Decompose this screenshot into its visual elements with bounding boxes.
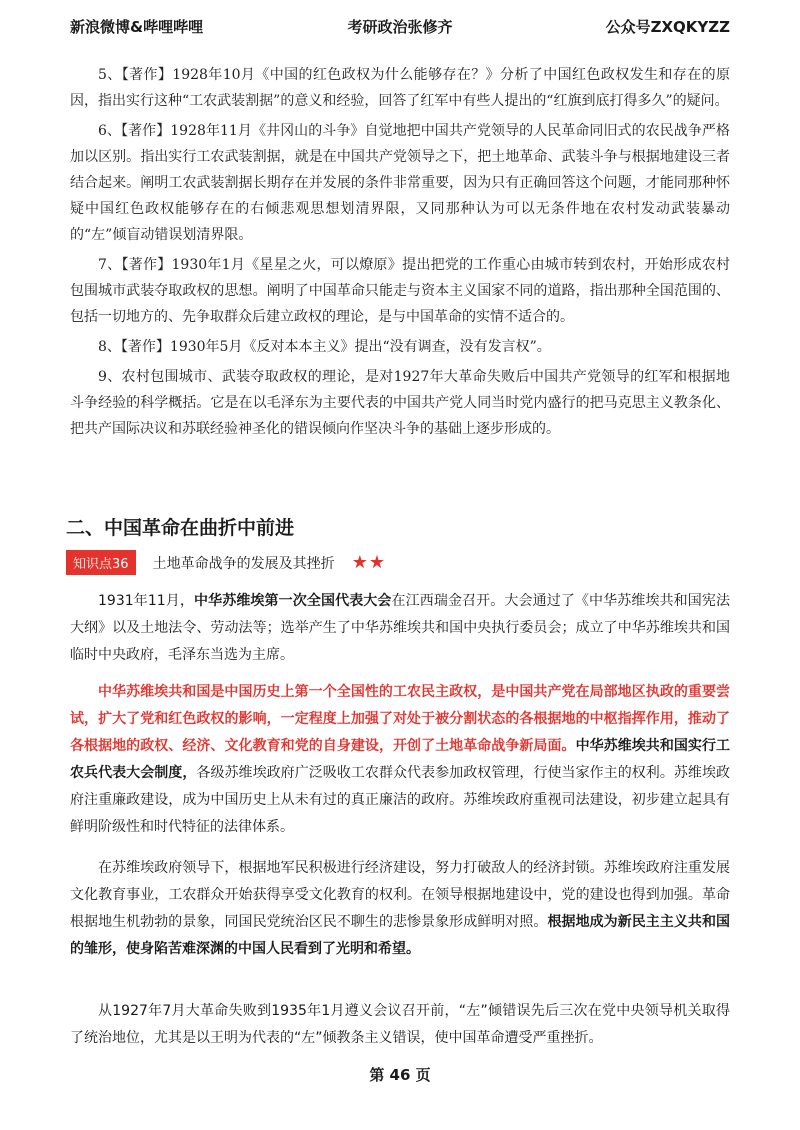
bold-text: 中华苏维埃共和国实行工农兵代表大会制度，: [70, 738, 731, 781]
knowledge-point-title: 土地革命战争的发展及其挫折: [152, 555, 335, 572]
list-item: 7、【著作】1930年1月《星星之火，可以燎原》提出把党的工作重心由城市转到农村，开始形成农村包围城市武装夺取政权的思想。阐明了中国革命只能走与资本主义国家不同的道路，指出那种全国范围的、包括一切地方的、先争取群众后建立政权的理论，是与中国革命的实情不适合的。: [70, 257, 730, 325]
paragraph-soviet-republic: [70, 679, 730, 841]
section-title: 二、中国革命在曲折中前进: [66, 517, 295, 539]
header-left: 新浪微博&哔哩哔哩: [70, 18, 204, 36]
normal-text: 各级苏维埃政府广泛吸收工农群众代表参加政权管理，行使当家作主的权利。苏维埃政府注重廉政建设，成为中国历史上从未有过的真正廉洁的政府。苏维埃政府重视司法建设，初步建立起具有鲜明阶级性和时代特征的法律体系。: [70, 765, 731, 835]
page-header: [70, 16, 730, 40]
text-date: 1931年11月，: [98, 593, 194, 609]
list-item: 8、【著作】1930年5月《反对本本主义》提出“没有调查，没有发言权”。: [98, 339, 551, 355]
bold-text: 根据地成为新民主主义共和国的雏形，使身陷苦难深渊的中国人民看到了光明和希望。: [70, 914, 731, 957]
text-congress-detail: 在江西瑞金召开。大会通过了《中华苏维埃共和国宪法大纲》以及土地法令、劳动法等；选举产生了中华苏维埃共和国中央执行委员会；成立了中华苏维埃共和国临时中央政府，毛泽东当选为主席。: [70, 593, 731, 663]
list-item: 9、农村包围城市、武装夺取政权的理论，是对1927年大革命失败后中国共产党领导的红军和根据地斗争经验的科学概括。它是在以毛泽东为主要代表的中国共产党人同当时党内盛行的把马克思主义教条化、把共产国际决议和苏联经验神圣化的错误倾向作坚决斗争的基础上逐步形成的。: [70, 369, 730, 437]
header-right: 公众号ZXQKYZZ: [605, 18, 730, 36]
list-item: 5、【著作】1928年10月《中国的红色政权为什么能够存在？》分析了中国红色政权发生和存在的原因，指出实行这种“工农武装割据”的意义和经验，回答了红军中有些人提出的“红旗到底打得多久”的疑问。: [70, 67, 730, 109]
highlight-red-text: 中华苏维埃共和国是中国历史上第一个全国性的工农民主政权，是中国共产党在局部地区执政的重要尝试，扩大了党和红色政权的影响，一定程度上加强了对处于被分割状态的各根据地的中枢指挥作用，推动了各根据地的政权、经济、文化教育和党的自身建设，开创了土地革命战争新局面。: [70, 684, 730, 754]
works-list: [70, 62, 730, 446]
knowledge-point-badge: 知识点36: [66, 550, 136, 575]
normal-text: 在苏维埃政府领导下，根据地军民积极进行经济建设，努力打破敌人的经济封锁。苏维埃政府注重发展文化教育事业，工农群众开始获得享受文化教育的权利。在领导根据地建设中，党的建设也得到加强。革命根据地生机勃勃的景象，同国民党统治区民不聊生的悲惨景象形成鲜明对照。: [70, 860, 730, 930]
paragraph-text: 从1927年7月大革命失败到1935年1月遵义会议召开前，“左”倾错误先后三次在党中央领导机关取得了统治地位，尤其是以王明为代表的“左”倾教条主义错误，使中国革命遭受严重挫折。: [70, 1003, 730, 1046]
page-number: 第 46 页: [369, 1066, 431, 1084]
paragraph-left-errors: [70, 998, 730, 1052]
paragraph-1931-congress: [70, 588, 730, 669]
paragraph-government-construction: [70, 855, 730, 963]
list-item: 6、【著作】1928年11月《井冈山的斗争》自觉地把中国共产党领导的人民革命同旧式的农民战争严格加以区别。指出实行工农武装割据，就是在中国共产党领导之下，把土地革命、武装斗争与根据地建设三者结合起来。阐明工农武装割据长期存在并发展的条件非常重要，因为只有正确回答这个问题，才能同那种怀疑中国红色政权能够存在的右倾悲观思想划清界限，又同那种认为可以无条件地在农村发动武装暴动的“左”倾盲动错误划清界限。: [70, 123, 730, 243]
header-center: 考研政治张修齐: [347, 18, 453, 36]
knowledge-point-row: [66, 550, 386, 576]
text-congress-name: 中华苏维埃第一次全国代表大会: [194, 593, 392, 609]
importance-stars-icon: ★★: [351, 552, 387, 573]
